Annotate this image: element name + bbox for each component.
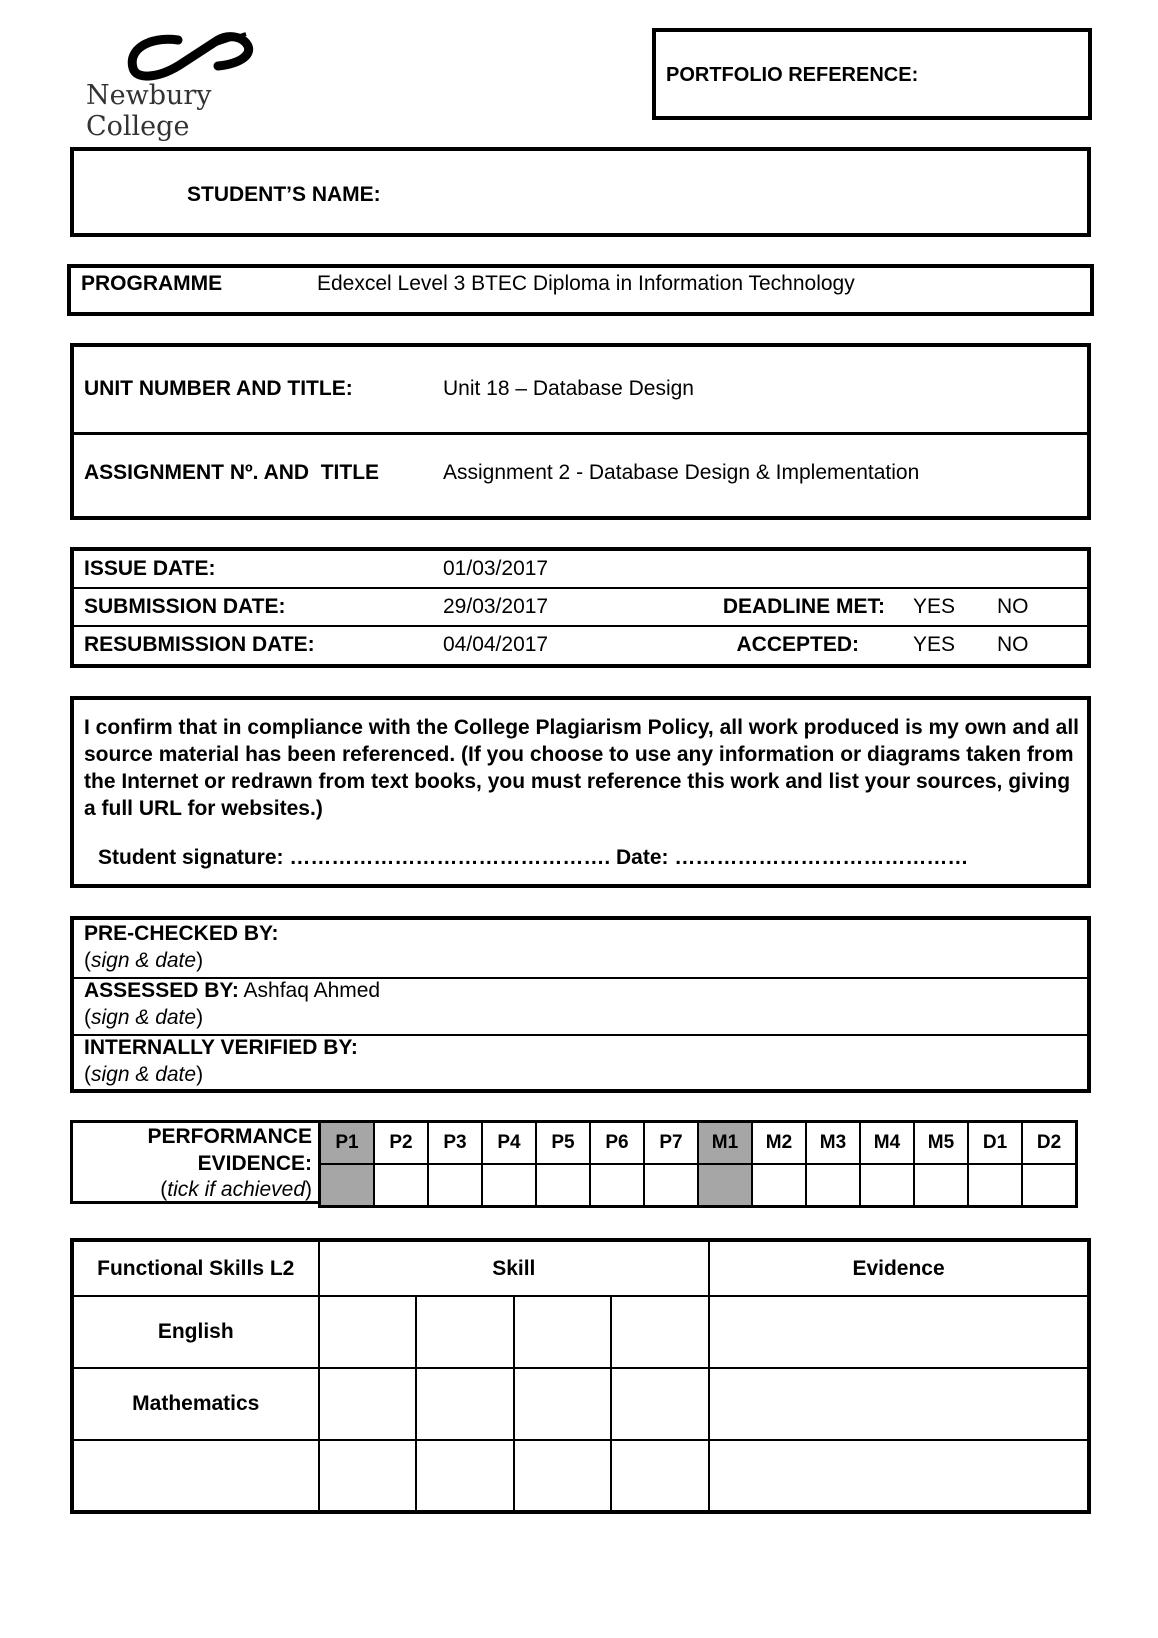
functional-skills-header: Functional Skills L2 — [72, 1240, 319, 1296]
assessed-value: Ashfaq Ahmed — [243, 979, 381, 1002]
tick-cell-d2[interactable] — [1022, 1164, 1077, 1207]
criterion-p3: P3 — [428, 1122, 482, 1165]
performance-label-box — [70, 1120, 320, 1204]
submission-date-label: SUBMISSION DATE: — [74, 588, 443, 626]
assessed-sign-date: (sign & date) — [84, 1006, 204, 1029]
criterion-p2: P2 — [374, 1122, 428, 1165]
unit-row — [74, 347, 1087, 435]
skill-cell[interactable] — [514, 1440, 612, 1512]
tick-cell-m5[interactable] — [914, 1164, 968, 1207]
skill-cell[interactable] — [611, 1296, 709, 1368]
performance-label-line2: EVIDENCE: — [197, 1152, 312, 1175]
accepted-label: ACCEPTED: — [736, 633, 859, 656]
criterion-p5: P5 — [536, 1122, 590, 1165]
declaration-box — [70, 696, 1091, 888]
criterion-d2: D2 — [1022, 1122, 1077, 1165]
tick-cell-d1[interactable] — [968, 1164, 1022, 1207]
tick-row — [320, 1164, 1077, 1207]
tick-cell-m1[interactable] — [698, 1164, 752, 1207]
tick-cell-m2[interactable] — [752, 1164, 806, 1207]
criteria-header-row — [320, 1122, 1077, 1165]
submission-date-row — [74, 588, 1087, 626]
deadline-met-label: DEADLINE MET: — [703, 588, 913, 626]
criterion-p4: P4 — [482, 1122, 536, 1165]
criterion-m2: M2 — [752, 1122, 806, 1165]
verified-row — [74, 1036, 1087, 1089]
functional-skills-row-blank — [72, 1440, 1089, 1512]
submission-date-value: 29/03/2017 — [443, 588, 703, 626]
functional-skills-row-mathematics — [72, 1368, 1089, 1440]
college-name: Newbury College — [86, 80, 212, 142]
logo-swoosh-icon — [78, 28, 318, 86]
functional-skills-header-row — [72, 1240, 1089, 1296]
row-label-blank — [72, 1440, 319, 1512]
skill-cell[interactable] — [611, 1368, 709, 1440]
programme-value: Edexcel Level 3 BTEC Diploma in Information Technology — [317, 272, 855, 295]
assignment-value: Assignment 2 - Database Design & Implementation — [443, 461, 920, 484]
dates-box — [70, 547, 1091, 668]
tick-cell-p7[interactable] — [644, 1164, 698, 1207]
verified-label: INTERNALLY VERIFIED BY: — [84, 1036, 358, 1059]
resubmission-date-label: RESUBMISSION DATE: — [84, 633, 315, 656]
criterion-m4: M4 — [860, 1122, 914, 1165]
unit-label: UNIT NUMBER AND TITLE: — [84, 377, 353, 400]
skill-cell[interactable] — [416, 1368, 514, 1440]
deadline-yes[interactable]: YES — [913, 588, 997, 626]
functional-skills-row-english — [72, 1296, 1089, 1368]
evidence-cell[interactable] — [709, 1296, 1089, 1368]
prechecked-sign-date: (sign & date) — [84, 949, 204, 972]
student-name-label: STUDENT’S NAME: — [187, 183, 381, 206]
row-label-english: English — [72, 1296, 319, 1368]
skill-cell[interactable] — [514, 1368, 612, 1440]
tick-cell-p4[interactable] — [482, 1164, 536, 1207]
unit-value: Unit 18 – Database Design — [443, 377, 694, 400]
college-logo — [78, 28, 318, 142]
skill-cell[interactable] — [319, 1296, 417, 1368]
criterion-d1: D1 — [968, 1122, 1022, 1165]
student-name-box — [70, 147, 1091, 237]
resubmission-date-row — [74, 626, 1087, 663]
verified-sign-date: (sign & date) — [84, 1063, 204, 1086]
skill-header: Skill — [319, 1240, 710, 1296]
criterion-p6: P6 — [590, 1122, 644, 1165]
evidence-cell[interactable] — [709, 1368, 1089, 1440]
programme-box — [67, 264, 1094, 316]
assessed-label: ASSESSED BY: — [84, 979, 239, 1002]
functional-skills-table — [70, 1238, 1091, 1514]
criterion-m3: M3 — [806, 1122, 860, 1165]
signature-line[interactable]: Student signature: ………………………………………. Date: …………………………………… — [98, 846, 969, 869]
criterion-p7: P7 — [644, 1122, 698, 1165]
tick-cell-p6[interactable] — [590, 1164, 644, 1207]
portfolio-reference-box — [652, 28, 1092, 120]
assessed-row — [74, 979, 1087, 1036]
performance-label-line1: PERFORMANCE — [147, 1125, 312, 1148]
evidence-header: Evidence — [709, 1240, 1089, 1296]
skill-cell[interactable] — [611, 1440, 709, 1512]
tick-cell-m4[interactable] — [860, 1164, 914, 1207]
performance-tick-note: (tick if achieved) — [160, 1178, 312, 1201]
issue-date-label: ISSUE DATE: — [74, 551, 443, 588]
criterion-m1: M1 — [698, 1122, 752, 1165]
row-label-mathematics: Mathematics — [72, 1368, 319, 1440]
performance-grid — [318, 1120, 1078, 1208]
portfolio-reference-label: PORTFOLIO REFERENCE: — [666, 64, 919, 86]
skill-cell[interactable] — [416, 1296, 514, 1368]
dates-table — [74, 551, 1087, 663]
resubmission-date-value: 04/04/2017 — [443, 633, 549, 656]
evidence-cell[interactable] — [709, 1440, 1089, 1512]
tick-cell-p3[interactable] — [428, 1164, 482, 1207]
prechecked-row — [74, 920, 1087, 979]
deadline-no[interactable]: NO — [997, 588, 1087, 626]
skill-cell[interactable] — [514, 1296, 612, 1368]
issue-date-value: 01/03/2017 — [443, 551, 703, 588]
tick-cell-m3[interactable] — [806, 1164, 860, 1207]
tick-cell-p1[interactable] — [320, 1164, 375, 1207]
criterion-p1: P1 — [320, 1122, 375, 1165]
issue-date-row — [74, 551, 1087, 588]
skill-cell[interactable] — [319, 1440, 417, 1512]
assessed-line — [84, 979, 380, 1003]
checks-box — [70, 916, 1091, 1093]
declaration-text: I confirm that in compliance with the College Plagiarism Policy, all work produced is my own and all source material has been referenced. (If you choose to use any information or diagrams taken from the Internet or redrawn from text books, you must reference this work and list your sources, giving a full URL for websites.) — [84, 716, 1079, 820]
tick-cell-p2[interactable] — [374, 1164, 428, 1207]
tick-cell-p5[interactable] — [536, 1164, 590, 1207]
criterion-m5: M5 — [914, 1122, 968, 1165]
unit-assignment-box — [70, 343, 1091, 520]
assignment-label: ASSIGNMENT Nº. AND TITLE — [84, 461, 380, 484]
programme-label: PROGRAMME — [81, 272, 223, 295]
skill-cell[interactable] — [319, 1368, 417, 1440]
prechecked-label: PRE-CHECKED BY: — [84, 922, 279, 945]
accepted-yes[interactable]: YES — [913, 633, 956, 656]
accepted-no[interactable]: NO — [997, 633, 1029, 656]
skill-cell[interactable] — [416, 1440, 514, 1512]
